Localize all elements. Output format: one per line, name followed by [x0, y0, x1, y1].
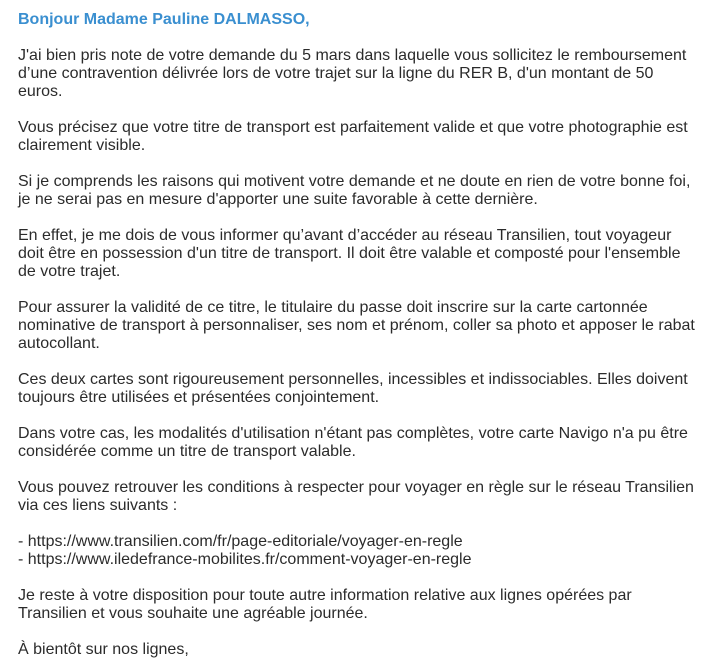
paragraph-conditions: Vous pouvez retrouver les conditions à respecter pour voyager en règle sur le réseau Transilien via ces liens suivants :	[18, 479, 694, 514]
paragraph-case: Dans votre cas, les modalités d'utilisation n'étant pas complètes, votre carte Navigo n'a pu être considérée comme un titre de transport valable.	[18, 425, 688, 460]
link-transilien[interactable]: - https://www.transilien.com/fr/page-editoriale/voyager-en-regle	[18, 533, 463, 550]
paragraph-final: Je reste à votre disposition pour toute autre information relative aux lignes opérées par Transilien et vous souhaite une agréable journée.	[18, 587, 632, 622]
paragraph-rules: En effet, je me dois de vous informer qu’avant d’accéder au réseau Transilien, tout voyageur doit être en possession d'un titre de transport. Il doit être valable et composté pour l'ensemble de votre trajet.	[18, 227, 681, 280]
paragraph-refusal: Si je comprends les raisons qui motivent votre demande et ne doute en rien de votre bonne foi, je ne serai pas en mesure d'apporter une suite favorable à cette dernière.	[18, 173, 691, 208]
paragraph-claim: Vous précisez que votre titre de transport est parfaitement valide et que votre photographie est clairement visible.	[18, 119, 688, 154]
paragraph-validity: Pour assurer la validité de ce titre, le titulaire du passe doit inscrire sur la carte cartonnée nominative de transport à personnaliser, ses nom et prénom, coller sa photo et apposer le rabat autocollant.	[18, 299, 695, 352]
greeting: Bonjour Madame Pauline DALMASSO,	[18, 11, 310, 28]
links-list	[18, 533, 695, 569]
paragraph-request: J'ai bien pris note de votre demande du 5 mars dans laquelle vous sollicitez le remboursement d’une contravention délivrée lors de votre trajet sur la ligne du RER B, d'un montant de 50 euros.	[18, 47, 687, 100]
link-iledefrance-mobilites[interactable]: - https://www.iledefrance-mobilites.fr/comment-voyager-en-regle	[18, 551, 472, 568]
paragraph-cards: Ces deux cartes sont rigoureusement personnelles, incessibles et indissociables. Elles doivent toujours être utilisées et présentées conjointement.	[18, 371, 688, 406]
closing: À bientôt sur nos lignes,	[18, 641, 189, 658]
